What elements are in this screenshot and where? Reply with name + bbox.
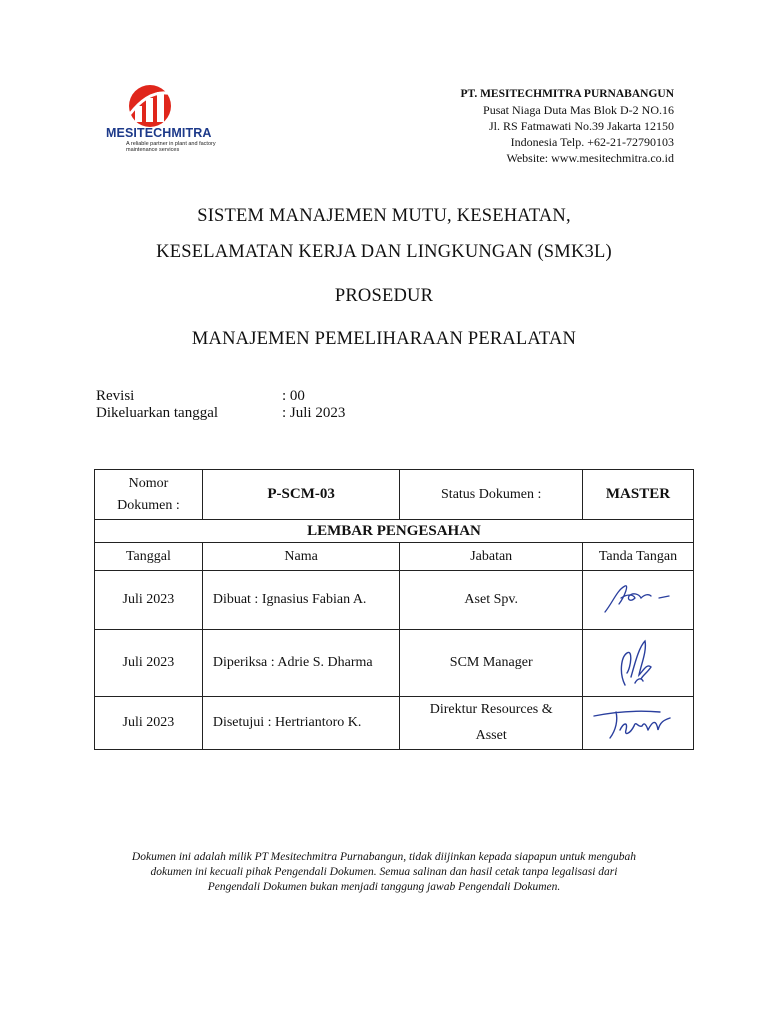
table-row — [95, 571, 694, 630]
document-status-label: Status Dokumen : — [400, 470, 583, 520]
disclaimer-line-3: Pengendali Dokumen bukan menjadi tanggung jawab Pengendali Dokumen. — [207, 881, 561, 893]
row-position — [400, 697, 583, 750]
header-date: Tanggal — [95, 543, 203, 571]
logo-emblem-icon — [120, 84, 180, 128]
disclaimer-line-1: Dokumen ini adalah milik PT Mesitechmitra Purnabangun, tidak diijinkan kepada siapapun untuk mengubah — [131, 851, 637, 863]
logo-tagline: A reliable partner in plant and factory maintenance services — [126, 141, 216, 153]
signature-cell — [582, 630, 693, 697]
company-logo — [106, 84, 216, 168]
signature-adrie — [595, 633, 681, 693]
table-header-row — [95, 543, 694, 571]
document-disclaimer — [90, 850, 678, 895]
header-signature: Tanda Tangan — [582, 543, 693, 571]
logo-wordmark: MESITECHMITRA — [106, 126, 212, 140]
title-procedure: PROSEDUR — [334, 286, 434, 306]
issued-date-value: : Juli 2023 — [282, 405, 346, 421]
approval-sheet-title: LEMBAR PENGESAHAN — [95, 520, 694, 543]
title-line-1: SISTEM MANAJEMEN MUTU, KESEHATAN, — [197, 206, 571, 226]
document-number-label-line-2: Dokumen : — [117, 497, 180, 513]
row-name: Dibuat : Ignasius Fabian A. — [202, 571, 400, 630]
document-number-label-line-1: Nomor — [128, 475, 169, 491]
signature-hertriantoro — [590, 702, 686, 744]
issued-date-label: Dikeluarkan tanggal — [96, 405, 219, 421]
company-header — [460, 86, 674, 166]
table-row — [95, 630, 694, 697]
company-phone: Indonesia Telp. +62-21-72790103 — [510, 135, 674, 149]
signature-cell — [582, 571, 693, 630]
revision-label: Revisi — [96, 388, 135, 404]
document-status-value: MASTER — [582, 470, 693, 520]
company-address-1: Pusat Niaga Duta Mas Blok D-2 NO.16 — [483, 103, 674, 117]
row-date: Juli 2023 — [95, 697, 203, 750]
document-number-value: P-SCM-03 — [202, 470, 400, 520]
table-row — [95, 697, 694, 750]
title-line-2: KESELAMATAN KERJA DAN LINGKUNGAN (SMK3L) — [156, 242, 612, 262]
revision-value: : 00 — [282, 388, 305, 404]
document-info-row — [95, 470, 694, 520]
document-number-label — [95, 470, 203, 520]
row-position-line-2: Asset — [475, 728, 507, 743]
row-date: Juli 2023 — [95, 630, 203, 697]
company-address-2: Jl. RS Fatmawati No.39 Jakarta 12150 — [489, 119, 674, 133]
row-name: Disetujui : Hertriantoro K. — [202, 697, 400, 750]
disclaimer-line-2: dokumen ini kecuali pihak Pengendali Dokumen. Semua salinan dan hasil cetak tanpa legalisasi dari — [150, 866, 618, 878]
row-name: Diperiksa : Adrie S. Dharma — [202, 630, 400, 697]
title-procedure-name: MANAJEMEN PEMELIHARAAN PERALATAN — [191, 329, 577, 349]
company-name: PT. MESITECHMITRA PURNABANGUN — [460, 88, 674, 100]
row-date: Juli 2023 — [95, 571, 203, 630]
header-name: Nama — [202, 543, 400, 571]
row-position-line-1: Direktur Resources & — [429, 702, 553, 717]
row-position: SCM Manager — [400, 630, 583, 697]
company-website: Website: www.mesitechmitra.co.id — [506, 151, 674, 165]
signature-cell — [582, 697, 693, 750]
signature-ignasius — [595, 580, 681, 620]
approval-table — [94, 469, 694, 750]
row-position: Aset Spv. — [400, 571, 583, 630]
section-title-row — [95, 520, 694, 543]
header-position: Jabatan — [400, 543, 583, 571]
